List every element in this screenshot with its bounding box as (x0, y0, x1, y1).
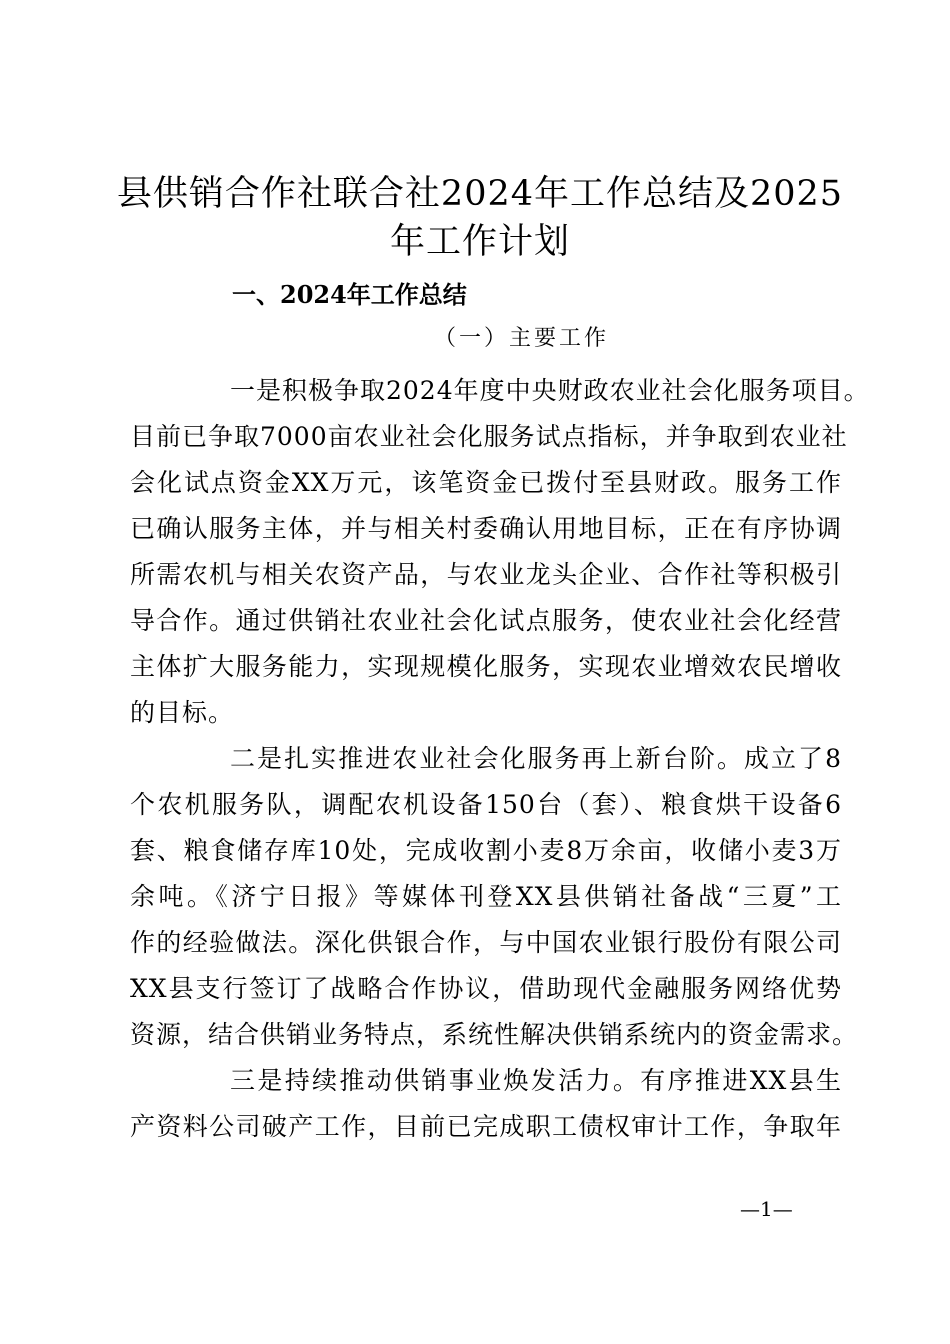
paragraph-line: 一是积极争取2024年度中央财政农业社会化服务项目。 (230, 376, 870, 405)
paragraph-line: XX县支行签订了战略合作协议，借助现代金融服务网络优势 (130, 974, 842, 1003)
paragraph-3 (130, 1058, 842, 1150)
paragraph-line: 目前已争取7000亩农业社会化服务试点指标，并争取到农业社 (130, 422, 848, 451)
paragraph-line: 资源，结合供销业务特点，系统性解决供销系统内的资金需求。 (130, 1020, 859, 1049)
title-line-2: 年工作计划 (389, 222, 570, 262)
paragraph-line: 导合作。通过供销社农业社会化试点服务，使农业社会化经营 (130, 606, 842, 635)
page-number: —1— (740, 1197, 793, 1221)
paragraph-line: 已确认服务主体，并与相关村委确认用地目标，正在有序协调 (130, 514, 842, 543)
paragraph-line: 作的经验做法。深化供银合作，与中国农业银行股份有限公司 (130, 928, 842, 957)
subsection-heading: （一）主要工作 (434, 326, 610, 351)
paragraph-line: 产资料公司破产工作，目前已完成职工债权审计工作，争取年 (130, 1112, 842, 1141)
title-line-1: 县供销合作社联合社2024年工作总结及2025 (116, 174, 844, 214)
section-heading: 一、2024年工作总结 (232, 280, 467, 309)
paragraph-2 (130, 736, 859, 1058)
paragraph-line: 的目标。 (130, 698, 235, 727)
paragraph-line: 主体扩大服务能力，实现规模化服务，实现农业增效农民增收 (130, 652, 842, 681)
paragraph-line: 二是扎实推进农业社会化服务再上新台阶。成立了8 (230, 744, 842, 773)
paragraph-line: 所需农机与相关农资产品，与农业龙头企业、合作社等积极引 (130, 560, 842, 589)
paragraph-line: 套、粮食储存库10处，完成收割小麦8万余亩，收储小麦3万 (130, 836, 842, 865)
paragraph-line: 余吨。《济宁日报》等媒体刊登XX县供销社备战“三夏”工 (130, 882, 842, 911)
paragraph-line: 个农机服务队，调配农机设备150台（套）、粮食烘干设备6 (130, 790, 842, 819)
document-title (110, 170, 850, 266)
paragraph-line: 会化试点资金XX万元，该笔资金已拨付至县财政。服务工作 (130, 468, 842, 497)
paragraph-1 (130, 368, 870, 736)
paragraph-line: 三是持续推动供销事业焕发活力。有序推进XX县生 (230, 1066, 842, 1095)
